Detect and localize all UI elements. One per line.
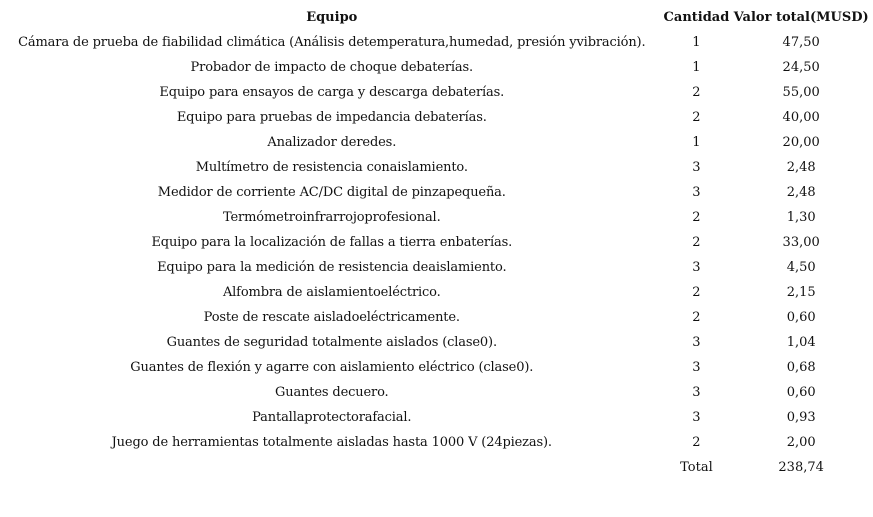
table-row [0,330,873,355]
table-row [0,430,873,455]
table-header-row [0,5,873,30]
equipment-table [0,5,873,480]
quantity-cell: 2 [692,310,701,325]
quantity-cell: 3 [692,160,701,175]
table-row [0,230,873,255]
equipment-name-cell: Cámara de prueba de fiabilidad climática (Análisis detemperatura,humedad, presión yvibración). [18,35,646,50]
table-row [0,305,873,330]
quantity-cell: 1 [692,135,701,150]
equipment-name-cell: Equipo para la medición de resistencia deaislamiento. [157,260,507,275]
table-row [0,155,873,180]
equipment-name-cell: Multímetro de resistencia conaislamiento. [195,160,468,175]
equipment-name-cell: Probador de impacto de choque debaterías. [190,60,473,75]
quantity-cell: 3 [692,360,701,375]
value-cell: 33,00 [782,235,820,250]
value-cell: 20,00 [782,135,820,150]
value-cell: 2,15 [786,285,816,300]
equipment-name-cell: Juego de herramientas totalmente aisladas hasta 1000 V (24piezas). [111,435,552,450]
quantity-cell: 3 [692,385,701,400]
total-value: 238,74 [778,460,824,475]
value-cell: 0,60 [786,310,816,325]
header-equipment: Equipo [306,10,358,25]
quantity-cell: 3 [692,185,701,200]
equipment-name-cell: Guantes de flexión y agarre con aislamiento eléctrico (clase0). [130,360,534,375]
total-empty-cell [0,455,664,480]
equipment-name-cell: Guantes de seguridad totalmente aislados (clase0). [166,335,497,350]
table-row [0,105,873,130]
equipment-name-cell: Pantallaprotectorafacial. [252,410,412,425]
value-cell: 0,93 [786,410,816,425]
quantity-cell: 3 [692,335,701,350]
table-row [0,405,873,430]
quantity-cell: 2 [692,110,701,125]
quantity-cell: 1 [692,60,701,75]
value-cell: 2,48 [786,160,816,175]
header-total-value: Valor total(MUSD) [733,10,869,25]
table-row [0,355,873,380]
value-cell: 1,30 [786,210,816,225]
equipment-name-cell: Medidor de corriente AC/DC digital de pinzapequeña. [157,185,506,200]
quantity-cell: 2 [692,85,701,100]
equipment-name-cell: Termómetroinfrarrojoprofesional. [222,210,441,225]
table-row [0,130,873,155]
equipment-name-cell: Poste de rescate aisladoeléctricamente. [203,310,460,325]
quantity-cell: 2 [692,285,701,300]
value-cell: 1,04 [786,335,816,350]
header-quantity: Cantidad [663,10,730,25]
table-row [0,55,873,80]
value-cell: 2,00 [786,435,816,450]
equipment-name-cell: Alfombra de aislamientoeléctrico. [222,285,441,300]
value-cell: 47,50 [782,35,820,50]
table-row [0,30,873,55]
equipment-name-cell: Analizador deredes. [267,135,397,150]
quantity-cell: 3 [692,260,701,275]
value-cell: 0,60 [786,385,816,400]
table-total-row [0,455,873,480]
quantity-cell: 3 [692,410,701,425]
value-cell: 2,48 [786,185,816,200]
table-row [0,280,873,305]
table-row [0,80,873,105]
equipment-name-cell: Equipo para la localización de fallas a tierra enbaterías. [151,235,513,250]
table-row [0,205,873,230]
quantity-cell: 2 [692,435,701,450]
table-row [0,180,873,205]
equipment-name-cell: Guantes decuero. [275,385,389,400]
value-cell: 4,50 [786,260,816,275]
total-label: Total [680,460,713,475]
value-cell: 40,00 [782,110,820,125]
table-row [0,255,873,280]
equipment-name-cell: Equipo para ensayos de carga y descarga debaterías. [159,85,505,100]
table-row [0,380,873,405]
equipment-name-cell: Equipo para pruebas de impedancia debaterías. [176,110,487,125]
table-body [0,30,873,455]
value-cell: 55,00 [782,85,820,100]
value-cell: 24,50 [782,60,820,75]
quantity-cell: 2 [692,210,701,225]
value-cell: 0,68 [786,360,816,375]
quantity-cell: 2 [692,235,701,250]
quantity-cell: 1 [692,35,701,50]
